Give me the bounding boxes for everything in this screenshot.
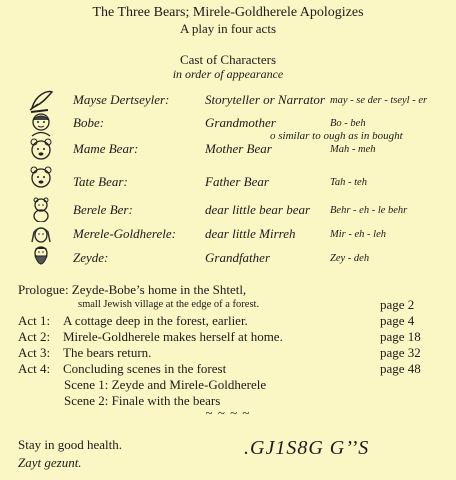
- cast-name: Mayse Dertseyler:: [73, 92, 170, 107]
- cast-name: Mame Bear:: [73, 141, 139, 156]
- cast-row: [0, 222, 456, 246]
- cast-role: Father Bear: [205, 174, 269, 189]
- act-label: Act 3:: [18, 345, 51, 360]
- divider: ~ ~ ~ ~: [205, 405, 251, 420]
- act-label: Act 1:: [18, 313, 51, 328]
- cast-row: [0, 170, 456, 194]
- cast-row: [0, 198, 456, 222]
- closing-transliteration: Zayt gezunt.: [18, 455, 82, 470]
- act-page: page 4: [380, 313, 415, 328]
- bear-icon: [26, 137, 56, 163]
- scene-line: Scene 1: Zeyde and Mirele-Goldherele: [64, 377, 267, 392]
- grandfather-icon: [26, 244, 56, 270]
- act-description: Concluding scenes in the forest: [63, 361, 227, 376]
- cast-pronunciation: Behr - eh - le behr: [330, 205, 408, 216]
- cast-name: Tate Bear:: [73, 174, 128, 189]
- pronunciation-note: o similar to ough as in bought: [270, 130, 403, 142]
- act-label: Act 2:: [18, 329, 51, 344]
- closing-english: Stay in good health.: [18, 437, 122, 452]
- cast-row: [0, 137, 456, 161]
- cast-name: Merele-Goldherele:: [73, 226, 176, 241]
- cast-role: Grandmother: [205, 115, 276, 130]
- cast-pronunciation: Zey - deh: [330, 253, 370, 264]
- page-title: The Three Bears; Mirele-Goldherele Apologizes: [92, 5, 364, 20]
- cast-row: [0, 246, 456, 270]
- cast-pronunciation: Mah - meh: [330, 144, 376, 155]
- cast-pronunciation: Tah - teh: [330, 177, 367, 188]
- scene-line: Scene 2: Finale with the bears: [64, 393, 221, 408]
- prologue-description: small Jewish village at the edge of a forest.: [78, 299, 260, 310]
- cast-role: Storyteller or Narrator: [205, 92, 325, 107]
- cast-heading: Cast of Characters: [179, 52, 277, 67]
- cast-pronunciation: Bo - beh: [330, 118, 366, 129]
- grandmother-icon: [26, 111, 56, 137]
- act-description: A cottage deep in the forest, earlier.: [63, 313, 248, 328]
- cast-subheading: in order of appearance: [172, 67, 284, 81]
- act-description: Mirele-Goldherele makes herself at home.: [63, 329, 283, 344]
- page-subtitle: A play in four acts: [179, 21, 277, 36]
- cast-name: Bobe:: [73, 115, 105, 130]
- cast-role: dear little Mirreh: [205, 226, 296, 241]
- bear-icon: [26, 166, 56, 192]
- cast-name: Zeyde:: [73, 250, 109, 265]
- bear-icon: [26, 196, 56, 222]
- cast-row: [0, 88, 456, 112]
- cast-pronunciation: may - se der - tseyl - er: [330, 95, 428, 106]
- cast-name: Berele Ber:: [73, 202, 133, 217]
- act-description: The bears return.: [63, 345, 152, 360]
- act-page: page 32: [380, 345, 421, 360]
- closing-yiddish: .GJ1S8G G’’S: [244, 437, 370, 459]
- act-page: page 18: [380, 329, 421, 344]
- cast-pronunciation: Mir - eh - leh: [330, 229, 386, 240]
- cast-role: Mother Bear: [205, 141, 272, 156]
- prologue-line: Prologue: Zeyde-Bobe’s home in the Shtetl,: [18, 282, 247, 297]
- act-page: page 48: [380, 361, 421, 376]
- cast-role: Grandfather: [205, 250, 270, 265]
- act-label: Act 4:: [18, 361, 51, 376]
- prologue-page: page 2: [380, 297, 415, 312]
- cast-role: dear little bear bear: [205, 202, 311, 217]
